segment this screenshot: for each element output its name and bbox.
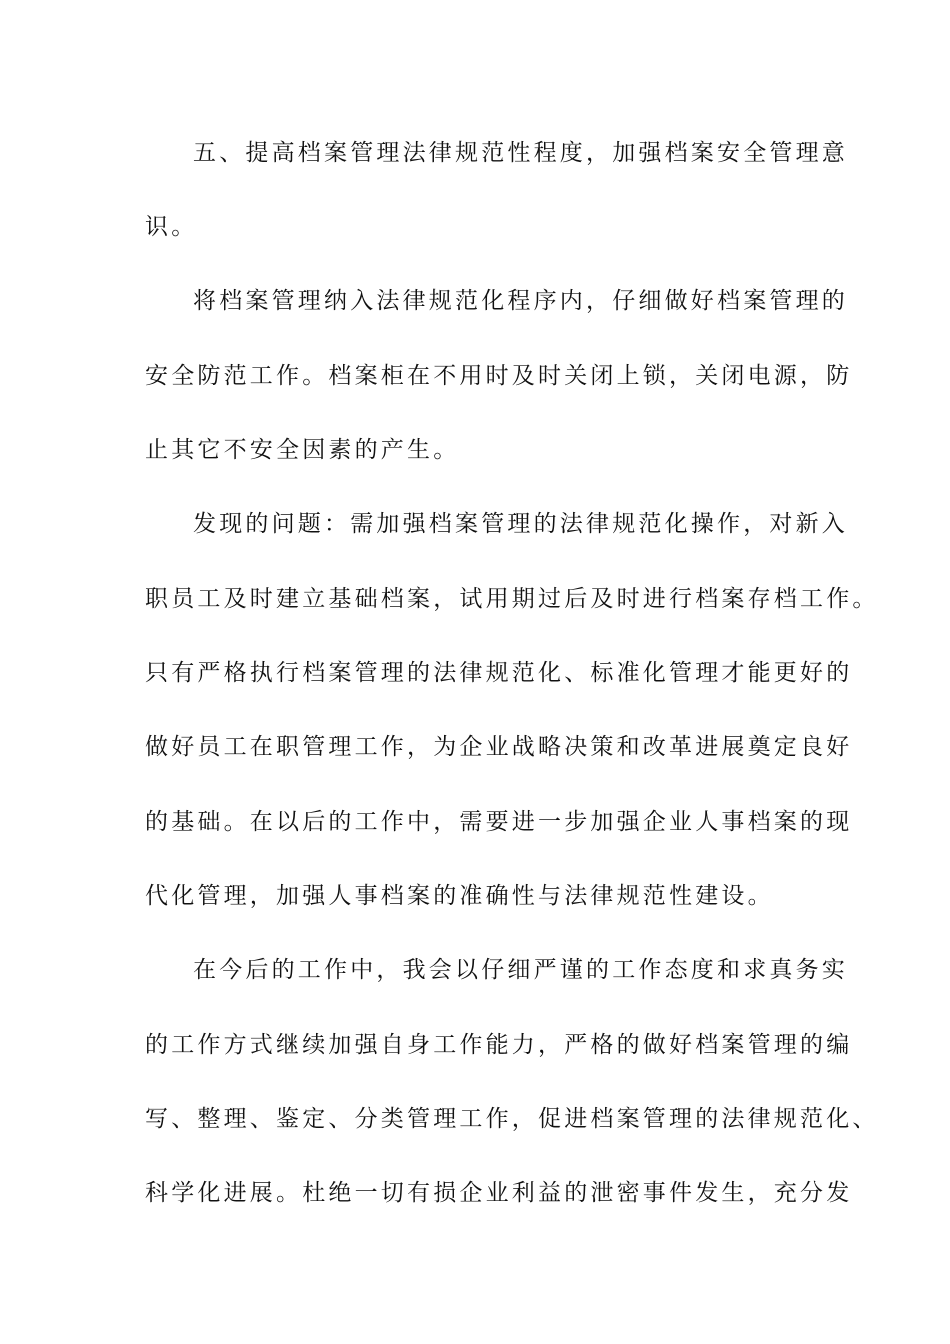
text-line: 在今后的工作中，我会以仔细严谨的工作态度和求真务实 [193, 957, 848, 983]
text-line: 发现的问题：需加强档案管理的法律规范化操作，对新入 [193, 511, 848, 537]
text-line: 做好员工在职管理工作，为企业战略决策和改革进展奠定良好 [145, 734, 853, 760]
text-line: 职员工及时建立基础档案，试用期过后及时进行档案存档工作。 [145, 586, 879, 612]
text-line: 只有严格执行档案管理的法律规范化、标准化管理才能更好的 [145, 660, 853, 686]
text-line: 写、整理、鉴定、分类管理工作，促进档案管理的法律规范化、 [145, 1106, 879, 1132]
text-line: 止其它不安全因素的产生。 [145, 437, 460, 463]
text-line: 科学化进展。杜绝一切有损企业利益的泄密事件发生，充分发 [145, 1180, 853, 1206]
text-line: 的工作方式继续加强自身工作能力，严格的做好档案管理的编 [145, 1032, 853, 1058]
text-line: 代化管理，加强人事档案的准确性与法律规范性建设。 [145, 883, 774, 909]
text-line: 五、提高档案管理法律规范性程度，加强档案安全管理意 [193, 140, 848, 166]
text-line: 将档案管理纳入法律规范化程序内，仔细做好档案管理的 [193, 288, 848, 314]
text-line: 安全防范工作。档案柜在不用时及时关闭上锁，关闭电源，防 [145, 363, 853, 389]
text-line: 的基础。在以后的工作中，需要进一步加强企业人事档案的现 [145, 809, 853, 835]
text-line: 识。 [145, 214, 198, 240]
